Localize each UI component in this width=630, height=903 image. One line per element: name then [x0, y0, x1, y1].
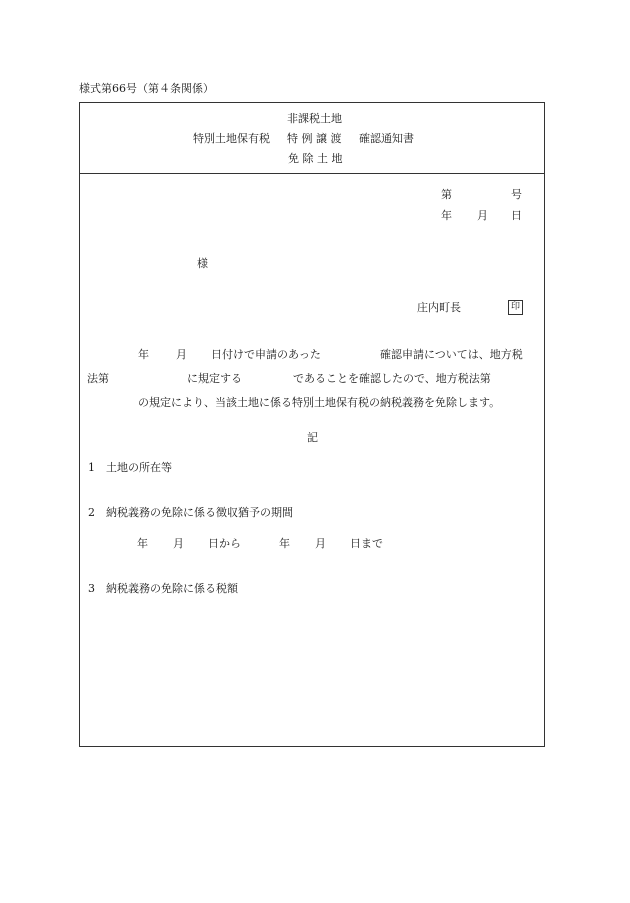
form-box — [79, 102, 545, 747]
header-line2-right: 確認通知書 — [359, 132, 414, 145]
date-month: 月 — [477, 209, 488, 222]
body-l3: の規定により、当該土地に係る特別土地保有税の納税義務を免除します。 — [138, 396, 501, 409]
header-divider — [80, 173, 544, 174]
period-from-year: 年 — [137, 537, 148, 550]
date-day: 日 — [511, 209, 522, 222]
period-from-month: 月 — [173, 537, 184, 550]
body-l1-year: 年 — [138, 348, 149, 361]
body-l2-b: に規定する — [187, 372, 242, 385]
ki-label: 記 — [307, 431, 318, 444]
seal-mark: 印 — [508, 300, 523, 315]
header-line1: 非課税土地 — [287, 112, 342, 125]
body-l2-a: 法第 — [87, 372, 109, 385]
period-to-day: 日まで — [350, 537, 383, 550]
date-year: 年 — [441, 209, 452, 222]
doc-no-dai: 第 — [441, 188, 452, 201]
doc-no-go: 号 — [511, 188, 522, 201]
body-l2-c: であることを確認したので、地方税法第 — [293, 372, 491, 385]
issuer-title: 庄内町長 — [417, 301, 461, 314]
period-from-day: 日から — [208, 537, 241, 550]
body-l1-month: 月 — [176, 348, 187, 361]
header-line3: 免 除 土 地 — [288, 152, 343, 165]
item-2: 2 納税義務の免除に係る徴収猶予の期間 — [88, 506, 293, 519]
form-number: 様式第66号（第４条関係） — [79, 82, 214, 95]
body-l1-text: 日付けで申請のあった — [211, 348, 321, 361]
addressee-suffix: 様 — [197, 257, 208, 270]
item-3: 3 納税義務の免除に係る税額 — [88, 582, 238, 595]
header-line2-mid: 特 例 譲 渡 — [287, 132, 342, 145]
period-to-month: 月 — [315, 537, 326, 550]
body-l1-text2: 確認申請については、地方税 — [380, 348, 523, 361]
item-1: 1 土地の所在等 — [88, 461, 172, 474]
period-to-year: 年 — [279, 537, 290, 550]
header-line2-left: 特別土地保有税 — [193, 132, 270, 145]
